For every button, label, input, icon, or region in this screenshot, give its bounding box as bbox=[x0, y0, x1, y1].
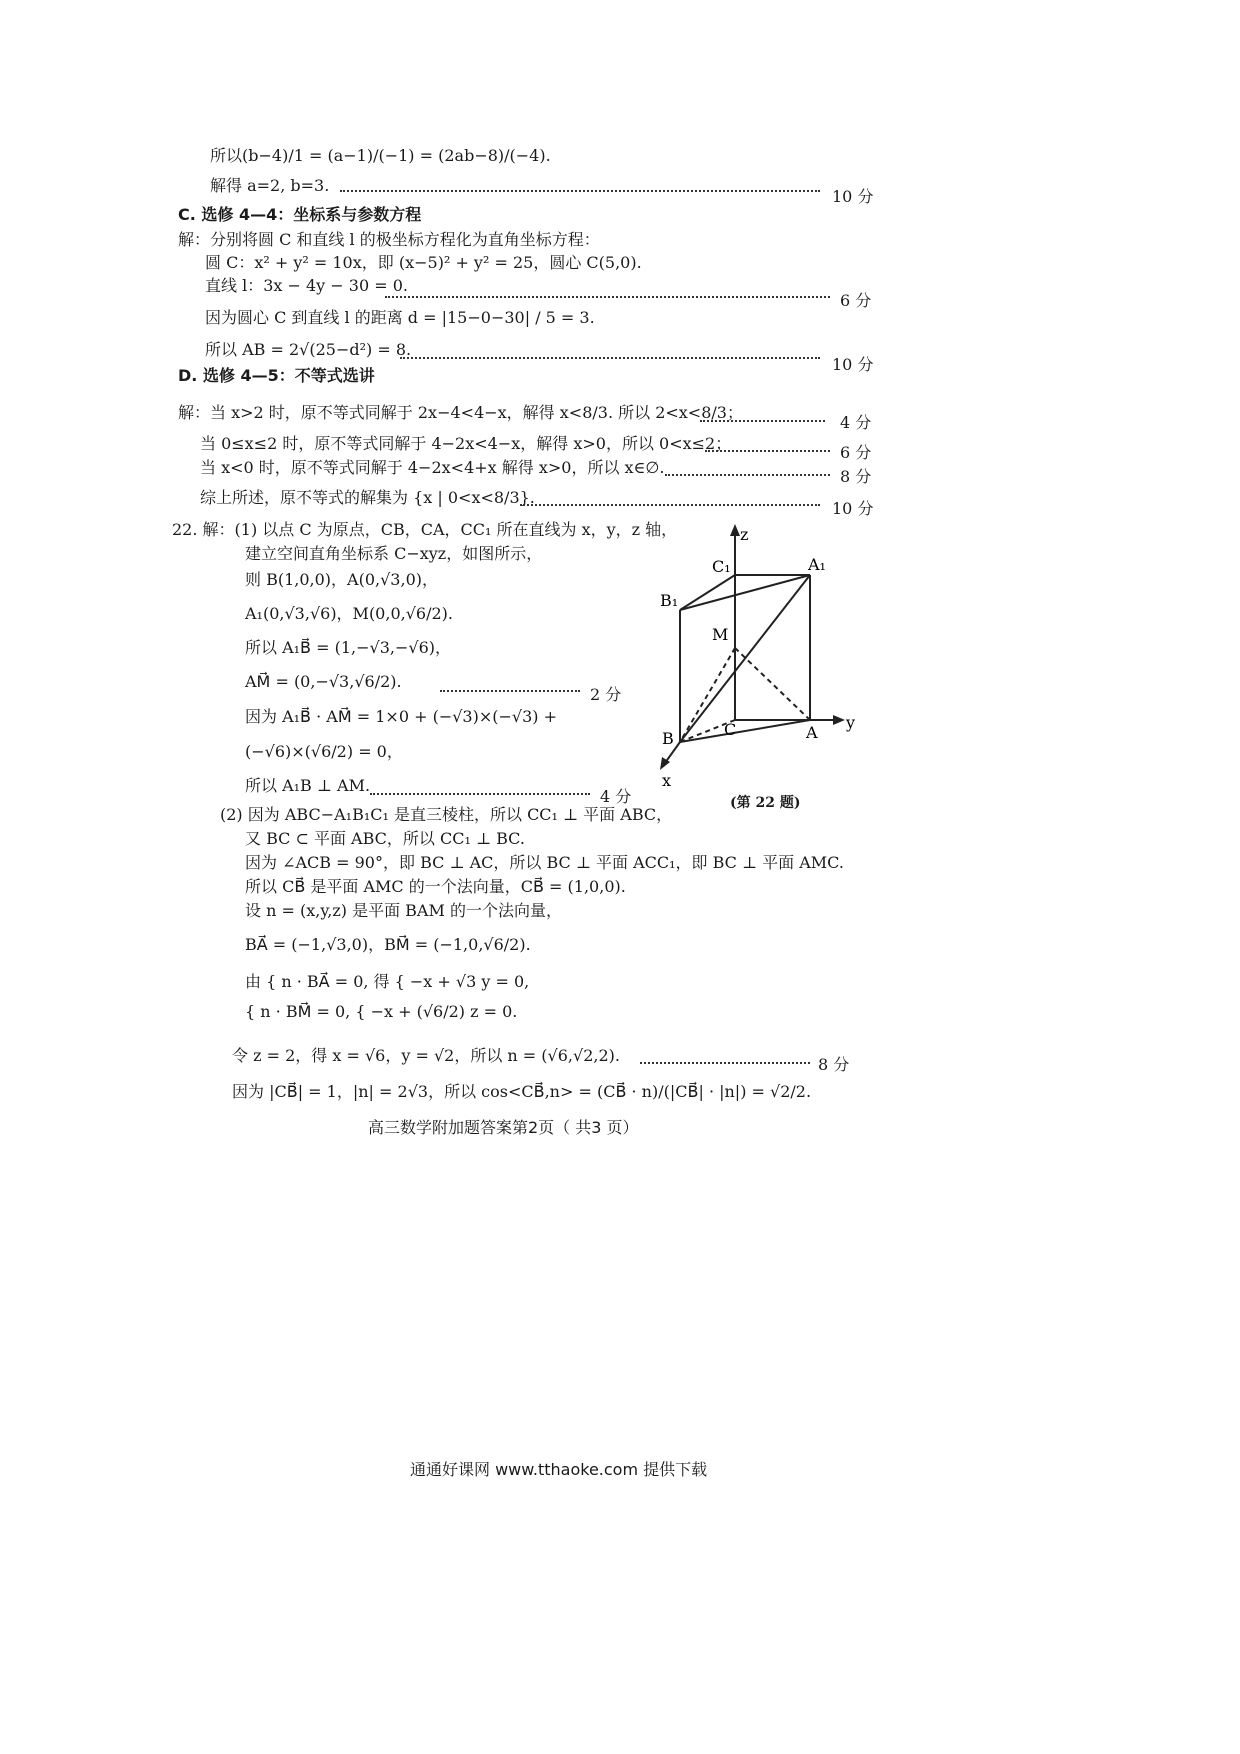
q22-line-14: 设 n = (x,y,z) 是平面 BAM 的一个法向量， bbox=[245, 901, 562, 920]
dotted-leader bbox=[440, 690, 580, 692]
label-a: A bbox=[806, 723, 818, 742]
dotted-leader bbox=[705, 450, 830, 452]
segment-a1b bbox=[680, 575, 810, 742]
q22-line-17: 令 z = 2，得 x = √6，y = √2，所以 n = (√6,√2,2). bbox=[232, 1046, 620, 1065]
q22-line-9: 所以 A₁B ⊥ AM. bbox=[245, 776, 371, 795]
label-m: M bbox=[712, 625, 729, 644]
score-label: 2 分 bbox=[590, 685, 622, 704]
d-line-3: 当 x<0 时，原不等式同解于 4−2x<4+x 解得 x>0，所以 x∈∅. bbox=[200, 458, 665, 477]
q22-line-15: BA⃗ = (−1,√3,0)，BM⃗ = (−1,0,√6/2). bbox=[245, 935, 531, 954]
dotted-leader bbox=[400, 357, 820, 359]
page-footer: 高三数学附加题答案第2页（ 共3 页） bbox=[368, 1118, 639, 1137]
score-label: 6 分 bbox=[840, 291, 872, 310]
q22-line-12: 因为 ∠ACB = 90°，即 BC ⊥ AC，所以 BC ⊥ 平面 ACC₁，即 BC ⊥ 平面 AMC. bbox=[245, 853, 844, 872]
q22-line-6: AM⃗ = (0,−√3,√6/2). bbox=[245, 672, 402, 691]
d-line-4: 综上所述，原不等式的解集为 {x | 0<x<8/3}. bbox=[200, 488, 535, 507]
b-line-2: 解得 a=2, b=3. bbox=[210, 176, 330, 195]
edge-b1a1 bbox=[680, 575, 810, 610]
dotted-leader bbox=[665, 474, 830, 476]
label-x: x bbox=[662, 771, 672, 790]
score-label: 10 分 bbox=[832, 499, 874, 518]
q22-line-18: 因为 |CB⃗| = 1，|n| = 2√3，所以 cos<CB⃗,n> = (CB⃗ · n)/(|CB⃗| · |n|) = √2/2. bbox=[232, 1082, 812, 1101]
y-arrow bbox=[833, 715, 845, 725]
q22-line-8: (−√6)×(√6/2) = 0， bbox=[245, 742, 403, 761]
segment-am bbox=[735, 648, 810, 720]
q22-line-10: (2) 因为 ABC−A₁B₁C₁ 是直三棱柱，所以 CC₁ ⊥ 平面 ABC， bbox=[220, 805, 673, 824]
score-label: 10 分 bbox=[832, 187, 874, 206]
q22-line-16a: 由 { n · BA⃗ = 0, 得 { −x + √3 y = 0, bbox=[245, 972, 530, 991]
label-y: y bbox=[846, 713, 856, 732]
q22-line-3: 则 B(1,0,0)，A(0,√3,0)， bbox=[245, 570, 438, 589]
label-b: B bbox=[662, 729, 674, 748]
dotted-leader bbox=[700, 420, 825, 422]
c-line-2: 圆 C：x² + y² = 10x，即 (x−5)² + y² = 25，圆心 C(5,0). bbox=[205, 253, 642, 272]
c-line-1: 解：分别将圆 C 和直线 l 的极坐标方程化为直角坐标方程： bbox=[178, 230, 600, 249]
q22-line-4: A₁(0,√3,√6)，M(0,0,√6/2). bbox=[245, 604, 453, 623]
score-label: 4 分 bbox=[840, 413, 872, 432]
section-d-heading: D. 选修 4—5：不等式选讲 bbox=[178, 366, 375, 385]
label-c: C bbox=[724, 720, 737, 739]
q22-line-11: 又 BC ⊂ 平面 ABC，所以 CC₁ ⊥ BC. bbox=[245, 829, 525, 848]
q22-line-2: 建立空间直角坐标系 C−xyz，如图所示， bbox=[245, 544, 543, 563]
dotted-leader bbox=[640, 1062, 810, 1064]
dotted-leader bbox=[385, 296, 830, 298]
label-c1: C₁ bbox=[712, 557, 731, 576]
score-label: 10 分 bbox=[832, 355, 874, 374]
label-z: z bbox=[740, 525, 749, 544]
d-line-1: 解：当 x>2 时，原不等式同解于 2x−4<4−x，解得 x<8/3. 所以 2<x<8/3； bbox=[178, 403, 743, 422]
score-label: 6 分 bbox=[840, 443, 872, 462]
z-arrow bbox=[730, 524, 740, 536]
prism-diagram bbox=[640, 520, 880, 790]
c-line-5: 所以 AB = 2√(25−d²) = 8. bbox=[205, 340, 412, 359]
edge-ba bbox=[680, 720, 810, 742]
b-line-1: 所以(b−4)/1 = (a−1)/(−1) = (2ab−8)/(−4). bbox=[210, 146, 551, 165]
q22-line-13: 所以 CB⃗ 是平面 AMC 的一个法向量，CB⃗ = (1,0,0). bbox=[245, 877, 626, 896]
q22-line-7: 因为 A₁B⃗ · AM⃗ = 1×0 + (−√3)×(−√3) + bbox=[245, 707, 558, 726]
c-line-4: 因为圆心 C 到直线 l 的距离 d = |15−0−30| / 5 = 3. bbox=[205, 308, 595, 327]
q22-line-5: 所以 A₁B⃗ = (1,−√3,−√6)， bbox=[245, 638, 452, 657]
d-line-2: 当 0≤x≤2 时，原不等式同解于 4−2x<4−x，解得 x>0，所以 0<x≤2； bbox=[200, 434, 732, 453]
score-label: 4 分 bbox=[600, 787, 632, 806]
label-a1: A₁ bbox=[808, 555, 826, 574]
score-label: 8 分 bbox=[818, 1055, 850, 1074]
c-line-3: 直线 l：3x − 4y − 30 = 0. bbox=[205, 276, 408, 295]
figure-caption: (第 22 题) bbox=[730, 795, 801, 811]
q22-line-16b: { n · BM⃗ = 0, { −x + (√6/2) z = 0. bbox=[245, 1002, 518, 1021]
label-b1: B₁ bbox=[660, 591, 679, 610]
edge-b1c1 bbox=[680, 575, 735, 610]
dotted-leader bbox=[370, 793, 590, 795]
section-c-heading: C. 选修 4—4：坐标系与参数方程 bbox=[178, 205, 422, 224]
q22-line-1: 22. 解：(1) 以点 C 为原点，CB，CA，CC₁ 所在直线为 x，y，z 轴， bbox=[172, 520, 678, 539]
watermark-text: 通通好课网 www.tthaoke.com 提供下载 bbox=[410, 1460, 708, 1479]
score-label: 8 分 bbox=[840, 467, 872, 486]
dotted-leader bbox=[520, 504, 820, 506]
dotted-leader bbox=[340, 190, 820, 192]
